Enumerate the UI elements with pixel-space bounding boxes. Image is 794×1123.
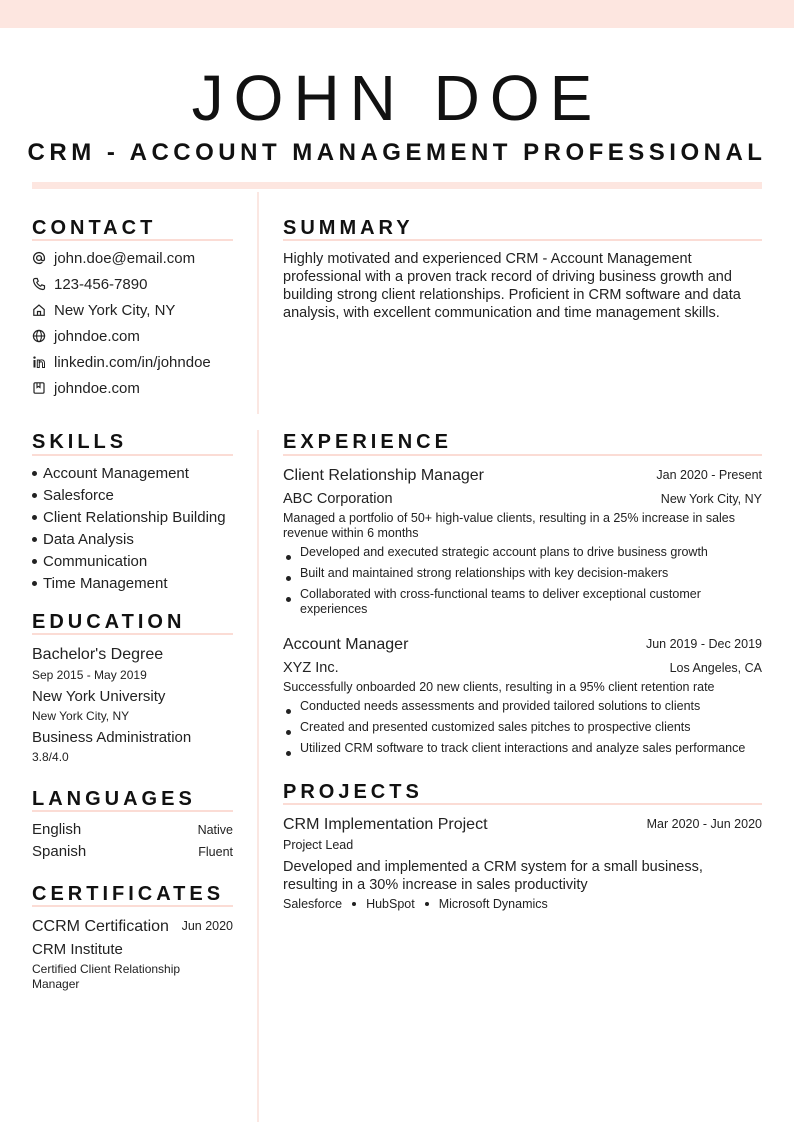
skill-item <box>32 486 114 506</box>
summary-line: professional with a proven track record of driving business growth and <box>283 269 732 285</box>
bullet-dot <box>32 471 37 476</box>
job-bullet: Collaborated with cross-functional teams to deliver exceptional customer <box>300 587 701 601</box>
certificate-description: Certified Client Relationship <box>32 962 181 976</box>
language-name: Spanish <box>32 843 87 860</box>
skill-item <box>32 530 134 550</box>
job-bullet: Utilized CRM software to track client interactions and analyze sales performance <box>300 741 746 755</box>
job-company: ABC Corporation <box>283 491 393 507</box>
certificate-name: CCRM Certification <box>32 918 169 935</box>
job-role: Client Relationship Manager <box>283 467 484 484</box>
language-level: Fluent <box>198 845 233 859</box>
skill-item <box>32 508 226 528</box>
contact-website[interactable] <box>32 326 140 346</box>
project-dates: Mar 2020 - Jun 2020 <box>646 817 762 831</box>
job-bullet-continuation: experiences <box>300 602 368 616</box>
linkedin-icon <box>32 355 46 369</box>
job-bullet: Developed and executed strategic account plans to drive business growth <box>300 545 708 559</box>
contact-location <box>32 300 175 320</box>
job-bullet: Conducted needs assessments and provided tailored solutions to clients <box>300 699 701 713</box>
certificates-rule <box>32 905 233 907</box>
skill-text: Salesforce <box>43 487 114 504</box>
education-location: New York City, NY <box>32 709 130 723</box>
project-description: resulting in a 30% increase in sales productivity <box>283 877 588 893</box>
skill-text: Data Analysis <box>43 531 134 548</box>
projects-rule <box>283 803 762 805</box>
project-role: Project Lead <box>283 838 354 852</box>
skill-text: Time Management <box>43 575 168 592</box>
education-gpa: 3.8/4.0 <box>32 750 69 764</box>
column-divider-bottom <box>257 430 259 1122</box>
contact-phone[interactable] <box>32 274 147 294</box>
language-name: English <box>32 821 82 838</box>
contact-linkedin-text: linkedin.com/in/johndoe <box>54 353 211 371</box>
language-level: Native <box>197 823 233 837</box>
project-tags <box>283 897 548 911</box>
job-summary: Managed a portfolio of 50+ high-value clients, resulting in a 25% increase in sales <box>283 511 736 525</box>
header-divider <box>32 182 762 189</box>
portfolio-icon <box>32 381 46 395</box>
experience-heading: EXPERIENCE <box>283 431 452 453</box>
projects-heading: PROJECTS <box>283 781 423 803</box>
job-summary: revenue within 6 months <box>283 526 419 540</box>
certificates-heading: CERTIFICATES <box>32 883 225 905</box>
job-summary: Successfully onboarded 20 new clients, resulting in a 95% client retention rate <box>283 680 715 694</box>
education-degree: Bachelor's Degree <box>32 646 164 663</box>
project-tag: HubSpot <box>366 897 415 911</box>
contact-heading: CONTACT <box>32 217 157 239</box>
summary-rule <box>283 239 762 241</box>
contact-email[interactable] <box>32 248 195 268</box>
bullet-dot <box>32 537 37 542</box>
skills-rule <box>32 454 233 456</box>
candidate-title: CRM - ACCOUNT MANAGEMENT PROFESSIONAL <box>27 139 767 166</box>
skill-item <box>32 574 168 594</box>
tag-separator-dot <box>352 902 356 906</box>
bullet-dot <box>32 559 37 564</box>
bullet-dot <box>286 597 291 602</box>
summary-heading: SUMMARY <box>283 217 414 239</box>
contact-website-text: johndoe.com <box>54 327 140 345</box>
certificate-description: Manager <box>32 977 80 991</box>
summary-line: building strong client relationships. Proficient in CRM software and data <box>283 287 741 303</box>
column-divider-top <box>257 192 259 414</box>
top-accent-band <box>0 0 794 28</box>
skill-item <box>32 464 189 484</box>
project-tag: Microsoft Dynamics <box>438 897 548 911</box>
education-school: New York University <box>32 688 166 705</box>
phone-icon <box>32 277 46 291</box>
contact-rule <box>32 239 233 241</box>
job-bullet: Built and maintained strong relationships with key decision-makers <box>300 566 669 580</box>
contact-phone-text: 123-456-7890 <box>54 275 148 293</box>
job-company: XYZ Inc. <box>283 660 339 676</box>
bullet-dot <box>286 730 291 735</box>
experience-rule <box>283 454 762 456</box>
education-rule <box>32 633 233 635</box>
contact-portfolio-text: johndoe.com <box>54 379 140 397</box>
candidate-name: JOHN DOE <box>191 62 603 134</box>
job-bullet: Created and presented customized sales pitches to prospective clients <box>300 720 691 734</box>
summary-line: Highly motivated and experienced CRM - Account Management <box>283 251 692 267</box>
job-dates: Jun 2019 - Dec 2019 <box>645 637 762 651</box>
skill-text: Account Management <box>43 465 189 482</box>
project-name: CRM Implementation Project <box>283 816 488 833</box>
education-dates: Sep 2015 - May 2019 <box>32 668 147 682</box>
bullet-dot <box>286 555 291 560</box>
project-tag: Salesforce <box>283 897 343 911</box>
contact-location-text: New York City, NY <box>54 301 176 319</box>
job-location: Los Angeles, CA <box>669 661 762 675</box>
email-icon <box>32 251 46 265</box>
bullet-dot <box>32 581 37 586</box>
job-dates: Jan 2020 - Present <box>656 468 762 482</box>
certificate-issuer: CRM Institute <box>32 941 123 958</box>
skill-text: Client Relationship Building <box>43 509 226 526</box>
education-heading: EDUCATION <box>32 611 186 633</box>
job-role: Account Manager <box>283 636 409 653</box>
job-location: New York City, NY <box>660 492 762 506</box>
certificate-date: Jun 2020 <box>181 919 233 933</box>
bullet-dot <box>286 709 291 714</box>
education-field: Business Administration <box>32 729 192 746</box>
skill-text: Communication <box>43 553 148 570</box>
contact-email-text: john.doe@email.com <box>54 249 196 267</box>
bullet-dot <box>32 515 37 520</box>
skill-item <box>32 552 147 572</box>
contact-portfolio[interactable] <box>32 378 140 398</box>
bullet-dot <box>32 493 37 498</box>
languages-heading: LANGUAGES <box>32 788 196 810</box>
skills-heading: SKILLS <box>32 431 128 453</box>
tag-separator-dot <box>425 902 429 906</box>
home-icon <box>32 303 46 317</box>
contact-linkedin[interactable] <box>32 352 211 372</box>
bullet-dot <box>286 751 291 756</box>
languages-rule <box>32 810 233 812</box>
summary-line: analysis, with excellent communication and time management skills. <box>283 305 720 321</box>
bullet-dot <box>286 576 291 581</box>
globe-icon <box>32 329 46 343</box>
project-description: Developed and implemented a CRM system for a small business, <box>283 859 703 875</box>
